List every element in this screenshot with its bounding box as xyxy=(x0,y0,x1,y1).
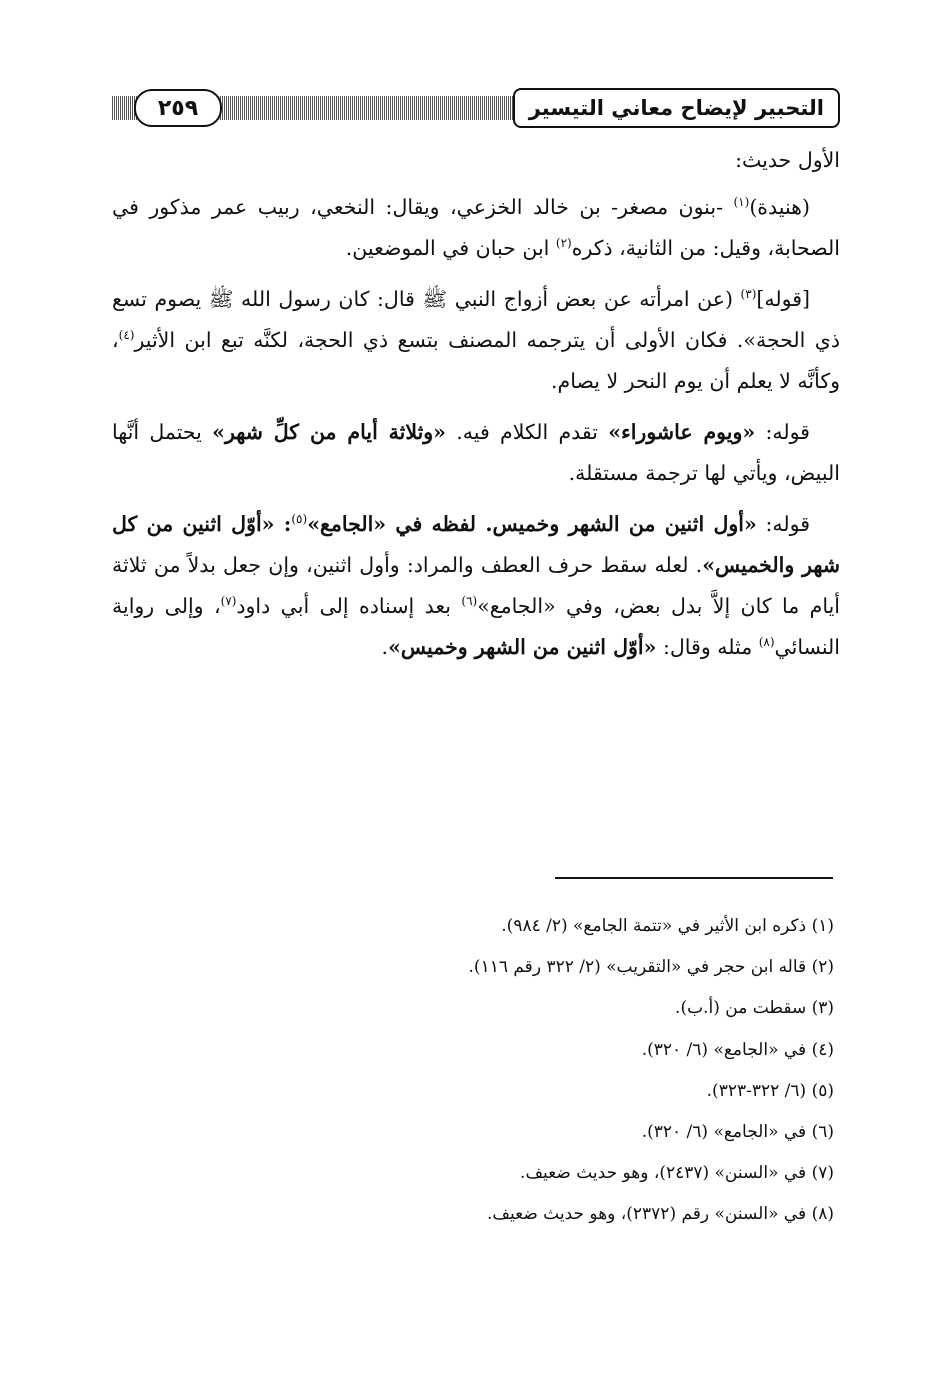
paragraph-2 xyxy=(112,187,840,269)
footnote-6: (٦) في «الجامع» (٦/ ٣٢٠). xyxy=(641,1122,834,1143)
text: . xyxy=(381,635,389,659)
text: بعد إسناده إلى أبي داود xyxy=(236,594,462,618)
footnote-ref-7: (٧) xyxy=(220,594,237,609)
bold-quote: «ويوم عاشوراء» xyxy=(608,420,756,444)
bold-quote: «وثلاثة أيام من كلِّ شهر» xyxy=(212,420,446,444)
footnote-separator xyxy=(555,877,833,879)
bold-quote: «أوّل اثنين من الشهر وخميس» xyxy=(388,635,657,659)
paragraph-3 xyxy=(112,279,840,402)
footnote-ref-4: (٤) xyxy=(118,328,135,343)
footnote-7: (٧) في «السنن» (٢٤٣٧)، وهو حديث ضعيف. xyxy=(520,1163,834,1184)
text: مثله وقال: xyxy=(656,635,759,659)
footnote-ref-6: (٦) xyxy=(461,594,478,609)
footnote-ref-3: (٣) xyxy=(740,287,757,302)
paragraph-5 xyxy=(112,504,840,668)
page-number: ٢٥٩ xyxy=(134,89,222,127)
bold-text: لفظه في «الجامع» xyxy=(307,512,486,536)
text: ، وإلى رواية النسائي xyxy=(112,594,840,659)
footnote-ref-2: (٢) xyxy=(555,236,572,251)
text: قوله: xyxy=(756,512,810,536)
footnote-ref-1: (١) xyxy=(733,195,750,210)
text: تقدم الكلام فيه. xyxy=(446,420,609,444)
text: يحتمل أنَّها البيض، ويأتي لها ترجمة مستقلة. xyxy=(112,420,840,485)
paragraph-4 xyxy=(112,412,840,494)
book-title: التحبير لإيضاح معاني التيسير xyxy=(513,88,840,128)
footnote-5: (٥) (٦/ ٣٢٢-٣٢٣). xyxy=(706,1080,834,1101)
bold-quote: «أول اثنين من الشهر وخميس. xyxy=(485,512,757,536)
main-text xyxy=(112,140,840,678)
text: . لعله سقط حرف العطف والمراد: وأول اثنين، وإن جعل بدلاً من ثلاثة أيام ما كان إلاَّ بدل بعض، وفي «الجامع» xyxy=(112,553,841,618)
text: قوله: xyxy=(755,420,810,444)
bold-quote: : «أوّل اثنين من كل شهر والخميس» xyxy=(112,512,841,577)
footnote-ref-8: (٨) xyxy=(758,635,775,650)
paragraph-1 xyxy=(112,140,840,181)
page-header xyxy=(112,88,840,128)
footnote-2: (٢) قاله ابن حجر في «التقريب» (٢/ ٣٢٢ رقم ١١٦). xyxy=(468,957,834,978)
text: (عن امرأته عن بعض أزواج النبي ﷺ قال: كان رسول الله ﷺ يصوم تسع ذي الحجة». فكان الأولى أن يترجمه المصنف بتسع ذي الحجة، لكنَّه تبع ابن الأثير xyxy=(112,287,840,352)
footnote-ref-5: (٥) xyxy=(291,512,308,527)
text: ، وكأنَّه لا يعلم أن يوم النحر لا يصام. xyxy=(112,328,840,393)
paragraph-1-text: الأول حديث: xyxy=(735,148,840,172)
text: [قوله] xyxy=(756,287,810,311)
footnote-4: (٤) في «الجامع» (٦/ ٣٢٠). xyxy=(641,1039,834,1060)
text: -بنون مصغر- بن خالد الخزعي، ويقال: النخعي، ربيب عمر مذكور في الصحابة، وقيل: من الثانية، ذكره xyxy=(112,195,840,260)
footnote-8: (٨) في «السنن» رقم (٢٣٧٢)، وهو حديث ضعيف. xyxy=(486,1204,834,1225)
footnote-1: (١) ذكره ابن الأثير في «تتمة الجامع» (٢/ ٩٨٤). xyxy=(501,916,834,936)
text: (هنيدة) xyxy=(749,195,810,219)
footnotes xyxy=(112,906,834,1236)
text: ابن حبان في الموضعين. xyxy=(345,236,556,260)
footnote-3: (٣) سقطت من (أ.ب). xyxy=(675,998,834,1019)
